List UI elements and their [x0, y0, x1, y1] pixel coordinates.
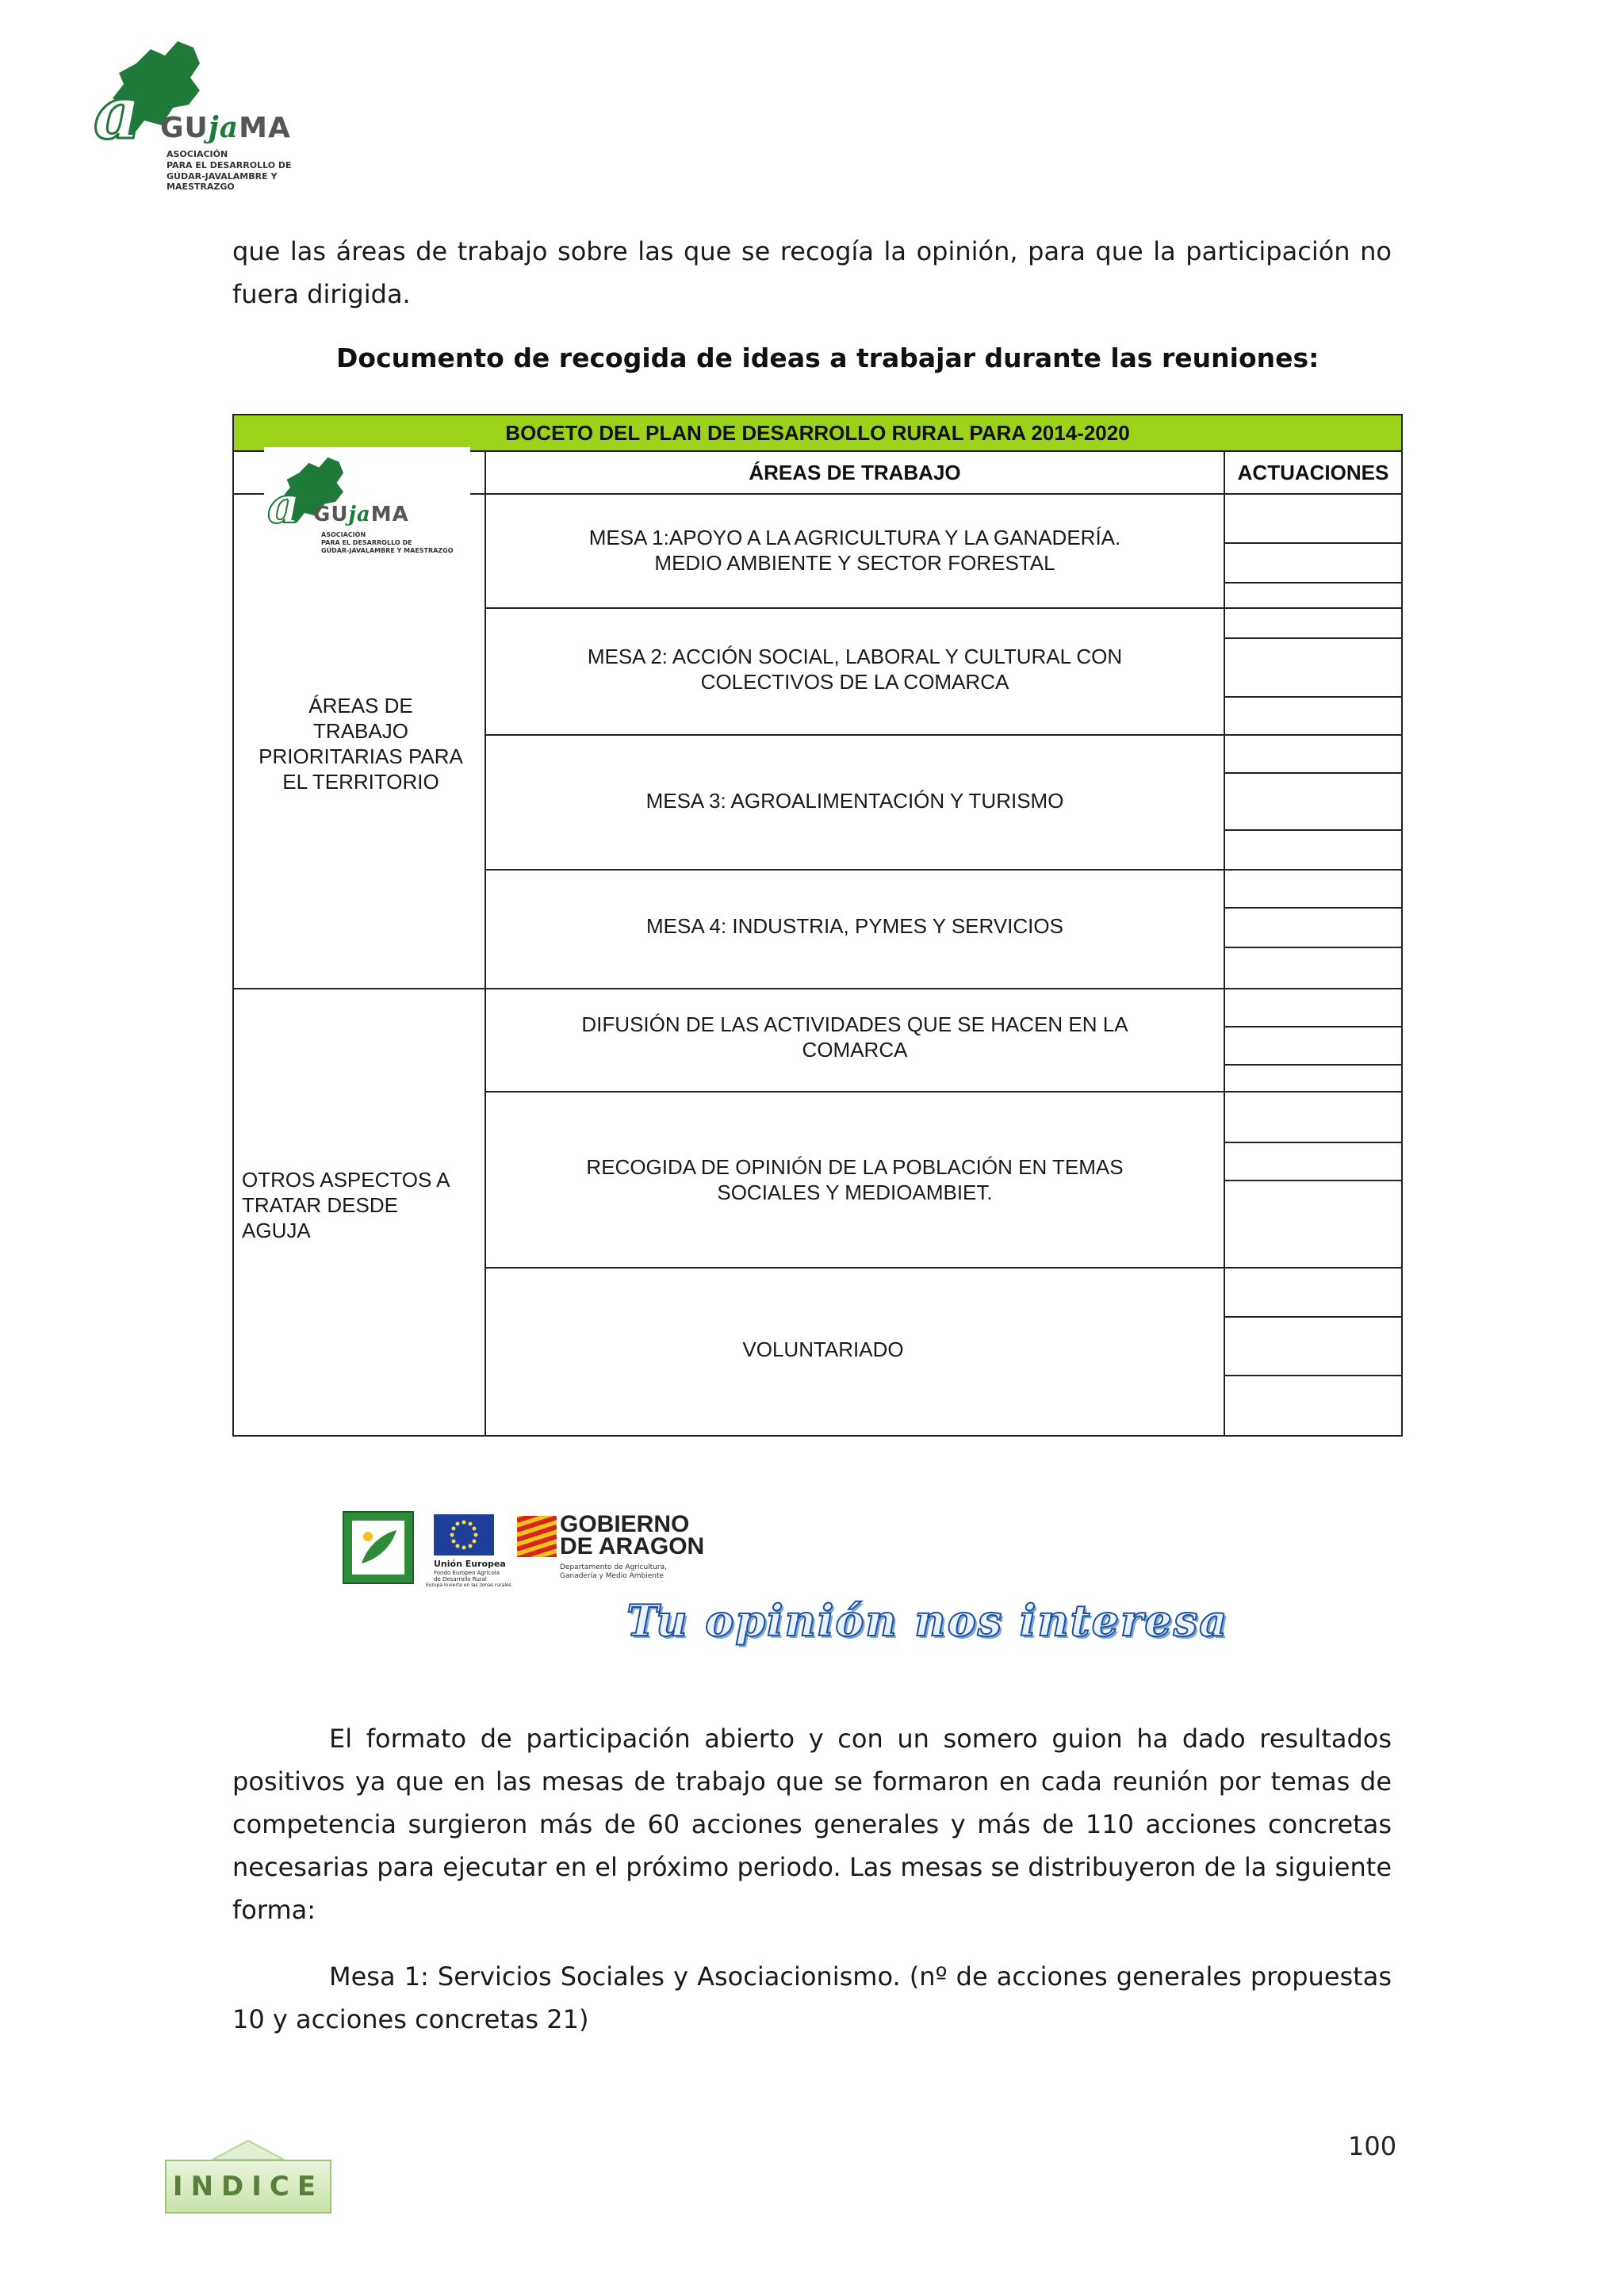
actuacion-cell[interactable]	[1224, 988, 1403, 1027]
group-label-otros-text: OTROS ASPECTOS A TRATAR DESDE AGUJA	[242, 1168, 450, 1242]
gobierno-line-1: GOBIERNO	[560, 1511, 690, 1537]
actuacion-cell[interactable]	[1224, 637, 1403, 698]
paragraph-results: El formato de participación abierto y con un somero guion ha dado resultados positivos ya que en las mesas de trabajo que se formaron en cada reunión por temas de competencia surgieron más de 60 acciones generales y más de 110 acciones concretas necesarias para ejecutar en el próximo periodo. Las mesas se distribuyeron de la siguiente forma:	[232, 1724, 1392, 1925]
col-header-areas: ÁREAS DE TRABAJO	[485, 450, 1225, 495]
table-logo-word-suffix: MA	[370, 503, 409, 526]
actuacion-cell[interactable]	[1224, 869, 1403, 909]
table-title: BOCETO DEL PLAN DE DESARROLLO RURAL PARA 2014-2020	[232, 414, 1403, 452]
table-row	[485, 869, 1225, 989]
intro-paragraph: que las áreas de trabajo sobre las que se recogía la opinión, para que la participación no fuera dirigida.	[232, 236, 1392, 309]
gobierno-line-2: DE ARAGON	[560, 1533, 705, 1559]
group-label-otros	[232, 988, 486, 1437]
actuacion-cell[interactable]	[1224, 493, 1403, 544]
row-label-mesa-2: MESA 2: ACCIÓN SOCIAL, LABORAL Y CULTURAL CON COLECTIVOS DE LA COMARCA	[587, 645, 1123, 694]
slogan: Tu opinión nos interesa	[626, 1595, 1229, 1646]
table-logo-wordmark	[313, 503, 409, 526]
logo-wordmark	[160, 111, 291, 144]
logo-subtitle: ASOCIACIÓN PARA EL DESARROLLO DE GÚDAR-JAVALAMBRE Y MAESTRAZGO	[167, 149, 292, 193]
actuacion-cell[interactable]	[1224, 1267, 1403, 1318]
table-row	[485, 1267, 1225, 1437]
leader-leaf-icon	[344, 1513, 412, 1582]
logo-word-prefix: GU	[160, 112, 209, 144]
page-number: 100	[1348, 2131, 1397, 2161]
actuacion-cell[interactable]	[1224, 829, 1403, 871]
actuacion-cell[interactable]	[1224, 907, 1403, 948]
table-row	[485, 493, 1225, 609]
row-label-recogida: RECOGIDA DE OPINIÓN DE LA POBLACIÓN EN TEMAS SOCIALES Y MEDIOAMBIET.	[586, 1155, 1124, 1204]
row-label-mesa-3: MESA 3: AGROALIMENTACIÓN Y TURISMO	[645, 789, 1064, 813]
actuacion-cell[interactable]	[1224, 772, 1403, 831]
actuacion-cell[interactable]	[1224, 696, 1403, 736]
table-logo-letter-a: a	[267, 476, 301, 535]
group-label-prioritarias	[232, 493, 486, 989]
actuacion-cell[interactable]	[1224, 1142, 1403, 1181]
table-logo-word-prefix: GU	[313, 503, 349, 526]
actuacion-cell[interactable]	[1224, 947, 1403, 989]
actuacion-cell[interactable]	[1224, 1026, 1403, 1066]
actuacion-cell[interactable]	[1224, 607, 1403, 639]
eu-subcaption-2: Europa invierte en las zonas rurales	[426, 1582, 511, 1588]
table-logo	[264, 447, 470, 566]
col-header-actuaciones: ACTUACIONES	[1224, 450, 1403, 495]
row-label-difusion: DIFUSIÓN DE LAS ACTIVIDADES QUE SE HACEN EN LA COMARCA	[581, 1012, 1128, 1062]
aguja-logo	[89, 32, 343, 193]
table-row	[485, 988, 1225, 1093]
index-button-label: INDICE	[165, 2160, 331, 2214]
row-label-mesa-1: MESA 1:APOYO A LA AGRICULTURA Y LA GANADERÍA. MEDIO AMBIENTE Y SECTOR FORESTAL	[588, 526, 1121, 575]
section-heading: Documento de recogida de ideas a trabajar durante las reuniones:	[336, 342, 1320, 373]
table-logo-word-ja: ja	[348, 503, 371, 526]
plan-table	[232, 414, 1403, 1437]
paragraph-mesa-1: Mesa 1: Servicios Sociales y Asociacionismo. (nº de acciones generales propuestas 10 y acciones concretas 21)	[232, 1961, 1392, 2034]
logo-word-suffix: MA	[239, 112, 291, 144]
actuacion-cell[interactable]	[1224, 582, 1403, 609]
actuacion-cell[interactable]	[1224, 1064, 1403, 1093]
index-button[interactable]	[165, 2158, 331, 2214]
logo-letter-a: a	[94, 70, 141, 155]
actuacion-cell[interactable]	[1224, 1091, 1403, 1143]
actuacion-cell[interactable]	[1224, 542, 1403, 584]
eu-subcaption: Fondo Europeo Agrícola de Desarrollo Rural	[434, 1570, 500, 1582]
table-row	[485, 607, 1225, 736]
actuacion-cell[interactable]	[1224, 1375, 1403, 1437]
actuacion-cell[interactable]	[1224, 1180, 1403, 1269]
aragon-flag-icon	[517, 1516, 557, 1557]
gobierno-subtitle: Departamento de Agricultura, Ganadería y Medio Ambiente	[560, 1563, 667, 1580]
eu-caption: Unión Europea	[434, 1559, 506, 1569]
group-label-prioritarias-text: ÁREAS DE TRABAJO PRIORITARIAS PARA EL TERRITORIO	[259, 694, 463, 794]
table-logo-subtitle: ASOCIACIÓN PARA EL DESARROLLO DE GÚDAR-JAVALAMBRE Y MAESTRAZGO	[321, 531, 454, 554]
table-row	[485, 734, 1225, 871]
row-label-mesa-4: MESA 4: INDUSTRIA, PYMES Y SERVICIOS	[646, 914, 1063, 938]
logo-word-ja: ja	[208, 111, 239, 144]
row-label-voluntariado: VOLUNTARIADO	[742, 1337, 904, 1361]
actuacion-cell[interactable]	[1224, 1316, 1403, 1376]
leader-logo	[343, 1511, 414, 1584]
actuacion-cell[interactable]	[1224, 734, 1403, 774]
table-row	[485, 1091, 1225, 1269]
eu-flag-icon	[434, 1514, 494, 1556]
